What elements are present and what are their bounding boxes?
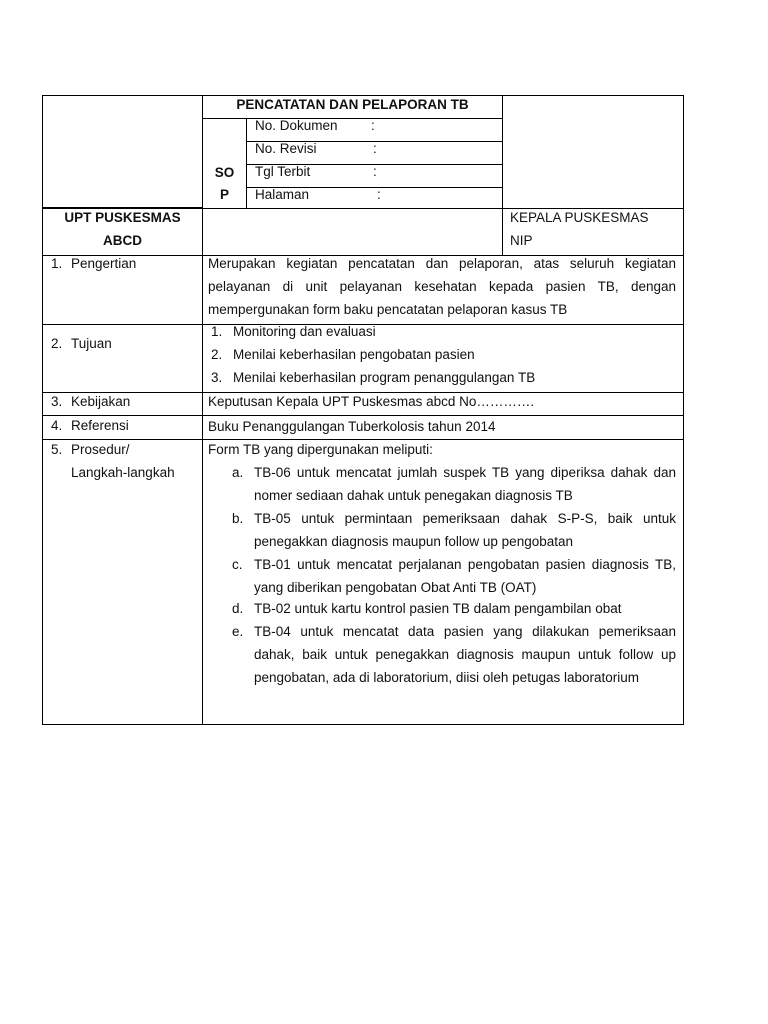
- section-number: 2.: [51, 336, 63, 351]
- org-middle-cell: [202, 208, 503, 256]
- pengertian-text: Merupakan kegiatan pencatatan dan pelaporan, atas seluruh kegiatan pelayanan di unit pelayanan kesehatan kepada pasien TB, dengan mempergunakan form baku pencatatan pelaporan kasus TB: [208, 256, 676, 317]
- doc-field-sep: :: [371, 118, 375, 133]
- row-label-cell: [42, 324, 203, 393]
- section-number: 4.: [51, 418, 63, 433]
- head-title: KEPALA PUSKESMAS: [510, 210, 649, 225]
- list-letter: b.: [232, 511, 244, 526]
- list-item: TB-02 untuk kartu kontrol pasien TB dalam pengambilan obat: [254, 601, 622, 616]
- list-item: TB-01 untuk mencatat perjalanan pengobatan pasien diagnosis TB, yang diberikan pengobatan Obat Anti TB (OAT): [254, 557, 676, 595]
- list-number: 2.: [211, 347, 223, 362]
- section-label-pengertian: Pengertian: [71, 256, 137, 271]
- doc-field-label-terbit: Tgl Terbit: [255, 164, 311, 179]
- doc-field-label-revisi: No. Revisi: [255, 141, 317, 156]
- referensi-text: Buku Penanggulangan Tuberkolosis tahun 2014: [208, 419, 496, 434]
- sop-label-line1: SO: [214, 165, 235, 180]
- section-number: 3.: [51, 394, 63, 409]
- list-letter: a.: [232, 465, 244, 480]
- doc-field-sep: :: [377, 187, 381, 202]
- kebijakan-text: Keputusan Kepala UPT Puskesmas abcd No………….: [208, 394, 535, 409]
- header-logo-cell: [42, 95, 203, 208]
- sop-label-line2: P: [219, 187, 229, 202]
- list-item: Menilai keberhasilan program penanggulangan TB: [233, 370, 536, 385]
- header-right-cell: [502, 95, 684, 209]
- doc-field-label-halaman: Halaman: [255, 187, 310, 202]
- list-item: Menilai keberhasilan pengobatan pasien: [233, 347, 475, 362]
- section-number: 1.: [51, 256, 63, 271]
- list-letter: d.: [232, 601, 244, 616]
- section-label-kebijakan: Kebijakan: [71, 394, 131, 409]
- org-name-line2: ABCD: [103, 233, 142, 248]
- doc-field-sep: :: [373, 141, 377, 156]
- list-number: 1.: [211, 324, 223, 339]
- head-nip-label: NIP: [510, 233, 533, 248]
- org-name-line1: UPT PUSKESMAS: [64, 210, 181, 225]
- section-label-tujuan: Tujuan: [71, 336, 112, 351]
- list-item: TB-06 untuk mencatat jumlah suspek TB yang diperiksa dahak dan nomer sediaan dahak untuk penegakan diagnosis TB: [254, 465, 676, 503]
- doc-field-label-dokumen: No. Dokumen: [255, 118, 338, 133]
- list-letter: e.: [232, 624, 244, 639]
- document-title: PENCATATAN DAN PELAPORAN TB: [236, 97, 469, 112]
- list-number: 3.: [211, 370, 223, 385]
- section-number: 5.: [51, 442, 63, 457]
- prosedur-intro: Form TB yang dipergunakan meliputi:: [208, 442, 433, 457]
- list-letter: c.: [232, 557, 243, 572]
- section-label-prosedur: Prosedur/: [71, 442, 130, 457]
- section-label-referensi: Referensi: [71, 418, 129, 433]
- list-item: Monitoring dan evaluasi: [233, 324, 376, 339]
- list-item: TB-05 untuk permintaan pemeriksaan dahak S-P-S, baik untuk penegakkan diagnosis maupun follow up pengobatan: [254, 511, 676, 549]
- section-label-langkah: Langkah-langkah: [71, 465, 175, 480]
- doc-field-sep: :: [373, 164, 377, 179]
- list-item: TB-04 untuk mencatat data pasien yang dilakukan pemeriksaan dahak, baik untuk penegakkan diagnosis maupun untuk follow up pengobatan, ada di laboratorium, diisi oleh petugas laboratorium: [254, 624, 676, 685]
